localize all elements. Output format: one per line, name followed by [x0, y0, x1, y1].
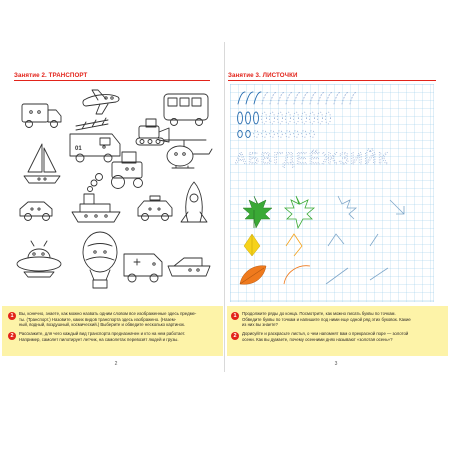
sailboat-icon [24, 144, 60, 183]
right-task-1-text: Продолжите ряды до конца. Посмотрите, как можно писать буквы по точкам. Обведите буквы по точкам и напишите под ними еще одной ряд этих буковок. Какие из них вы знаете? [242, 311, 411, 328]
right-task-2-text: Дорисуйте и раскрасьте листья, о чем напомнят вам о прекрасной поре — золотой осени. Как вы думаете, почему осенними днях называют «золотая осень»? [242, 331, 409, 342]
right-task-2-badge: 2 [231, 332, 239, 340]
car-icon [20, 202, 52, 221]
left-page-number: 2 [114, 361, 118, 367]
left-task-1-text: Вы, конечно, знаете, как можно назвать одним словом все изображенные здесь предме- ты. (Транспорт.) Назовите, каких видов транспорта здесь изображено. (Назем- ный, водный, воздушный, космический.) Выберите и обведите несколько картинок. [19, 311, 197, 328]
bulldozer-icon [136, 119, 169, 145]
left-task-2-text: Расскажите, для чего каждый вид транспорта предназначен и кто на нем работает. Например, самолет пилотирует летчик, на самолетах перевозят людей и грузы. [19, 331, 186, 342]
transport-drawings [14, 82, 214, 304]
helicopter-icon [164, 140, 212, 168]
right-title-rule [228, 80, 436, 81]
left-page-title: Занятие 2. ТРАНСПОРТ [14, 72, 88, 79]
fire-truck-icon [70, 118, 120, 162]
left-title-rule [14, 80, 210, 81]
bus-icon [164, 94, 208, 126]
right-page-number: 3 [334, 361, 338, 367]
motorboat-icon [168, 258, 210, 276]
dotted-letters: АБВГДЕЁЖЗИЙК [235, 149, 390, 168]
left-task-1-badge: 1 [8, 312, 16, 320]
ufo-icon [17, 241, 61, 277]
book-gutter [224, 42, 225, 372]
left-task-2-badge: 2 [8, 332, 16, 340]
right-page-title: Занятие 3. ЛИСТОЧКИ [228, 72, 298, 79]
right-task-1-badge: 1 [231, 312, 239, 320]
hot-air-balloon-icon [83, 232, 117, 288]
taxi-icon [138, 196, 172, 221]
firetruck-number: 01 [75, 146, 82, 152]
tractor-icon [112, 152, 143, 189]
rocket-icon [181, 182, 207, 222]
truck-icon [22, 104, 61, 128]
airplane-icon [83, 90, 119, 114]
ambulance-icon [124, 254, 162, 282]
grid-paper-exercises [230, 84, 434, 302]
steamboat-icon [72, 174, 120, 223]
